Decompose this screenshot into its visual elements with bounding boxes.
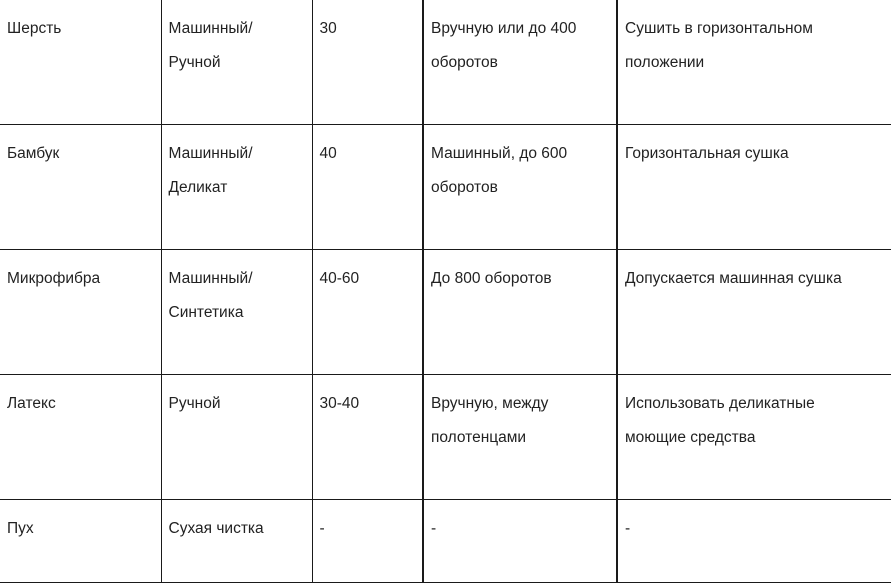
temperature-cell	[312, 125, 423, 250]
drying-cell	[617, 0, 891, 125]
spin-cell	[423, 500, 617, 583]
material-text: Микрофибра	[7, 270, 101, 287]
drying-cell	[617, 125, 891, 250]
drying-cell	[617, 500, 891, 583]
wash-mode-text: Машинный/	[168, 20, 253, 37]
wash-mode-text: Синтетика	[168, 304, 244, 321]
material-cell	[0, 375, 161, 500]
wash-mode-cell	[161, 250, 312, 375]
drying-cell	[617, 375, 891, 500]
spin-text: Вручную, между	[431, 395, 549, 412]
wash-mode-text: Сухая чистка	[168, 520, 264, 537]
spin-text: -	[431, 520, 437, 537]
spin-cell	[423, 0, 617, 125]
temperature-text: 40	[319, 145, 337, 162]
table-row	[0, 0, 891, 125]
spin-cell	[423, 125, 617, 250]
material-cell	[0, 0, 161, 125]
spin-text: полотенцами	[431, 429, 527, 446]
material-cell	[0, 125, 161, 250]
drying-text: Горизонтальная сушка	[625, 145, 789, 162]
temperature-text: 30	[319, 20, 337, 37]
table-row	[0, 375, 891, 500]
material-text: Шерсть	[7, 20, 62, 37]
wash-mode-cell	[161, 500, 312, 583]
temperature-text: 30-40	[319, 395, 360, 412]
material-cell	[0, 500, 161, 583]
spin-text: До 800 оборотов	[431, 270, 552, 287]
wash-mode-text: Ручной	[168, 395, 221, 412]
temperature-cell	[312, 0, 423, 125]
drying-cell	[617, 250, 891, 375]
spin-text: оборотов	[431, 179, 498, 196]
material-text: Латекс	[7, 395, 56, 412]
wash-mode-cell	[161, 375, 312, 500]
temperature-text: -	[319, 520, 325, 537]
temperature-text: 40-60	[319, 270, 360, 287]
wash-mode-text: Машинный/	[168, 270, 253, 287]
wash-mode-text: Деликат	[168, 179, 228, 196]
drying-text: положении	[625, 54, 705, 71]
spin-cell	[423, 375, 617, 500]
temperature-cell	[312, 250, 423, 375]
drying-text: Сушить в горизонтальном	[625, 20, 813, 37]
spin-text: оборотов	[431, 54, 498, 71]
drying-text: Допускается машинная сушка	[625, 270, 842, 287]
material-text: Бамбук	[7, 145, 60, 162]
temperature-cell	[312, 500, 423, 583]
table-row	[0, 125, 891, 250]
table-row	[0, 500, 891, 583]
wash-mode-cell	[161, 125, 312, 250]
material-cell	[0, 250, 161, 375]
wash-mode-text: Ручной	[168, 54, 221, 71]
spin-cell	[423, 250, 617, 375]
spin-text: Вручную или до 400	[431, 20, 577, 37]
drying-text: Использовать деликатные	[625, 395, 815, 412]
drying-text: -	[625, 520, 631, 537]
spin-text: Машинный, до 600	[431, 145, 568, 162]
table-row	[0, 250, 891, 375]
wash-mode-text: Машинный/	[168, 145, 253, 162]
temperature-cell	[312, 375, 423, 500]
wash-mode-cell	[161, 0, 312, 125]
material-text: Пух	[7, 520, 34, 537]
drying-text: моющие средства	[625, 429, 756, 446]
